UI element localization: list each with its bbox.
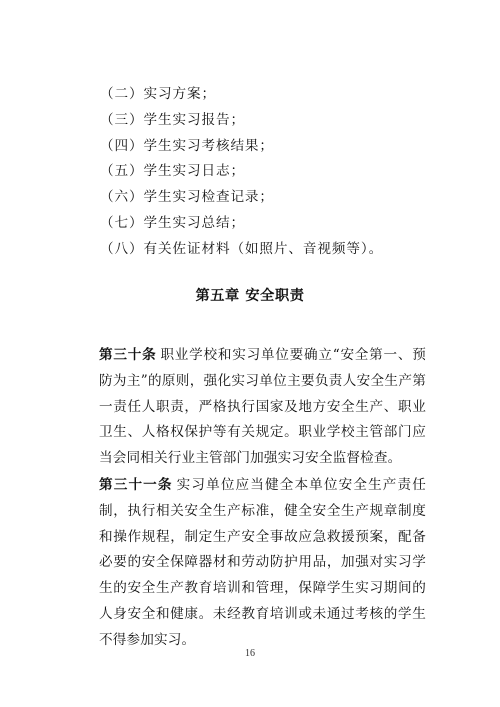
article-31-text: 实习单位应当健全本单位安全生产责任制，执行相关安全生产标准，健全安全生产规章制度和操作规程，制定生产安全事故应急救援预案，配备必要的安全保障器材和劳动防护用品，加强对实习学生的安全生产教育培训和管理，保障学生实习期间的人身安全和健康。未经教育培训或未通过考核的学生不得参加实习。 bbox=[99, 477, 426, 648]
list-item: （四）学生实习考核结果； bbox=[100, 137, 274, 154]
list-item: （七）学生实习总结； bbox=[100, 214, 245, 231]
list-item: （二）实习方案； bbox=[100, 86, 216, 102]
article-30-paragraph bbox=[99, 343, 426, 472]
list-item: （三）学生实习报告； bbox=[100, 111, 245, 128]
list-item: （五）学生实习日志； bbox=[100, 163, 245, 180]
list-item: （八）有关佐证材料（如照片、音视频等）。 bbox=[100, 240, 384, 257]
materials-list bbox=[100, 82, 440, 263]
article-31-label: 第三十一条 bbox=[99, 477, 173, 493]
article-30-text: 职业学校和实习单位要确立“安全第一、预防为主”的原则，强化实习单位主要负责人安全生产第一责任人职责，严格执行国家及地方安全生产、职业卫生、人格权保护等有关规定。职业学校主管部门应当会同相关行业主管部门加强实习安全监督检查。 bbox=[99, 347, 426, 467]
chapter-title: 第五章 安全职责 bbox=[195, 288, 305, 304]
page-number: 16 bbox=[245, 648, 255, 659]
article-31-paragraph bbox=[99, 473, 426, 654]
list-item: （六）学生实习检查记录； bbox=[100, 189, 274, 206]
article-30-label: 第三十条 bbox=[99, 347, 157, 363]
